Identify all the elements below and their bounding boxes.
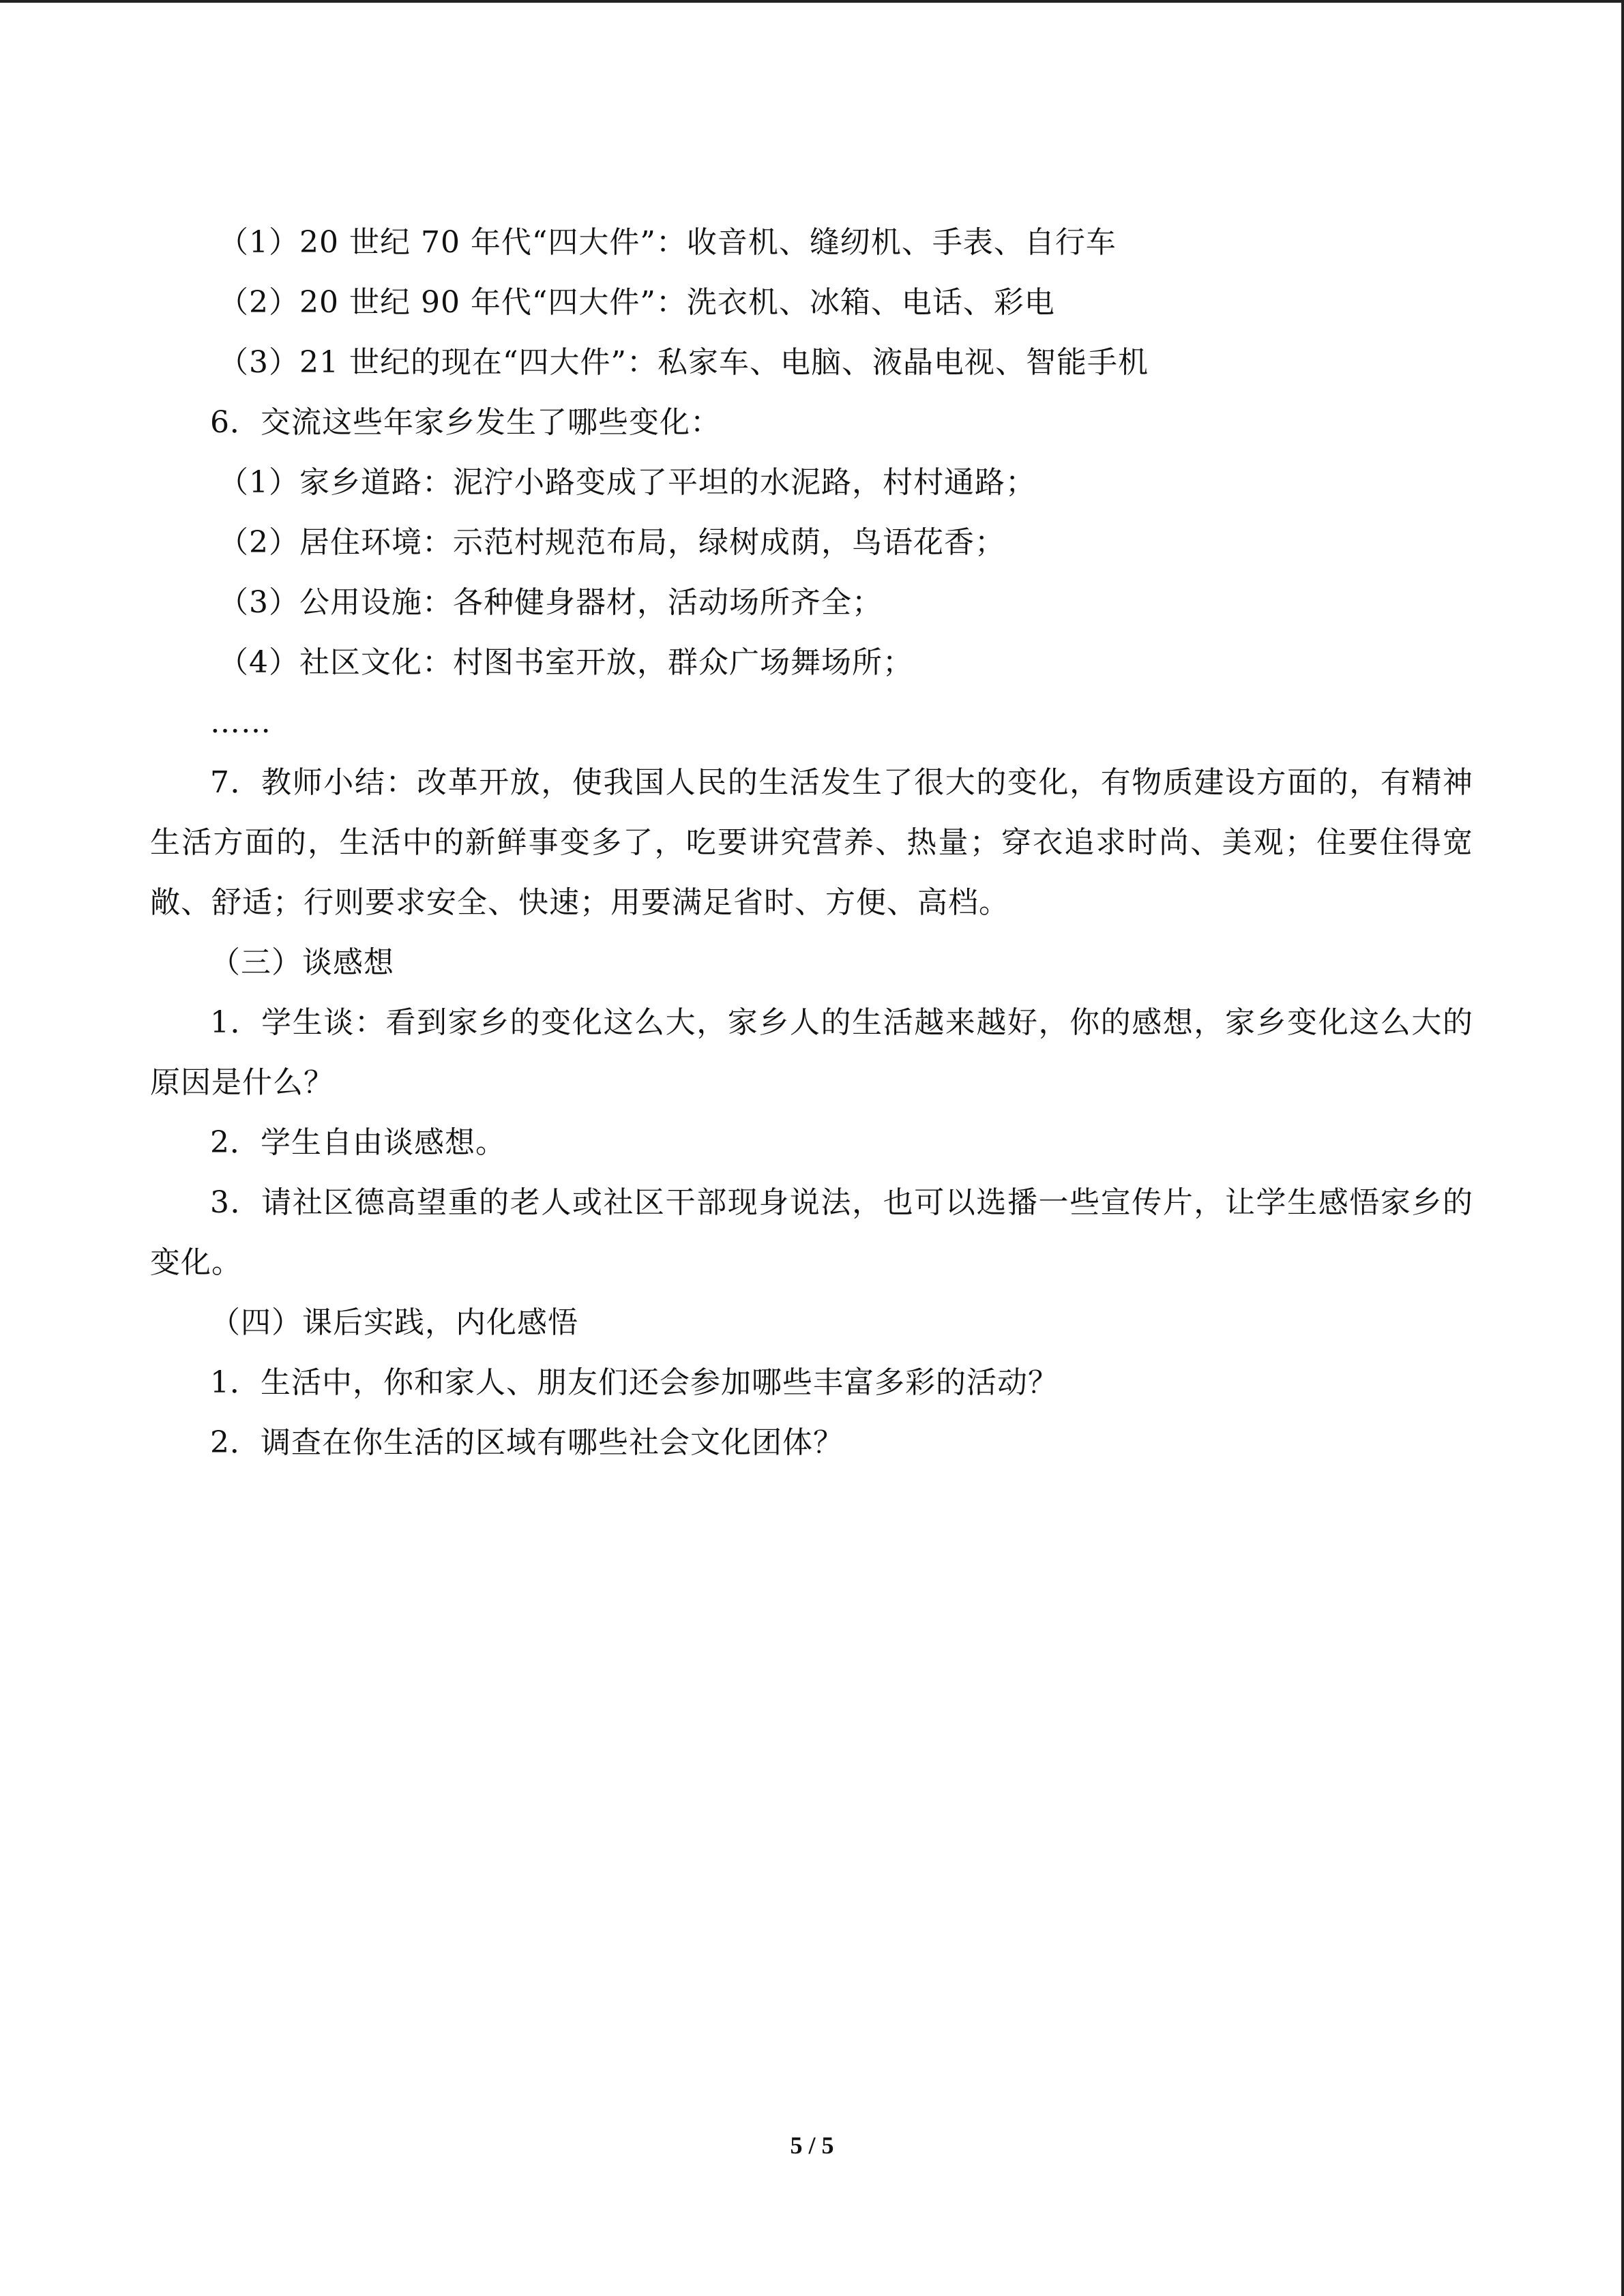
teacher-summary: 7．教师小结：改革开放，使我国人民的生活发生了很大的变化，有物质建设方面的，有精神生活方面的，生活中的新鲜事变多了，吃要讲究营养、热量；穿衣追求时尚、美观；住要住得宽敞、舒适；行则要求安全、快速；用要满足省时、方便、高档。 <box>150 765 1473 920</box>
point-6-heading: 6．交流这些年家乡发生了哪些变化： <box>210 405 721 440</box>
document-body <box>150 213 1473 1473</box>
section-4-title: （四）课后实践，内化感悟 <box>210 1305 578 1340</box>
section-3-question-1: 1．学生谈：看到家乡的变化这么大，家乡人的生活越来越好，你的感想，家乡变化这么大的原因是什么？ <box>150 1005 1473 1100</box>
section-3-question-2: 2．学生自由谈感想。 <box>210 1125 506 1160</box>
section-3-title: （三）谈感想 <box>210 945 394 980</box>
list-item-roads: （1）家乡道路：泥泞小路变成了平坦的水泥路，村村通路； <box>218 465 1036 500</box>
page-right-border <box>1621 0 1624 2296</box>
page-number: 5 / 5 <box>790 2132 834 2159</box>
page-top-border <box>0 0 1624 3</box>
list-item-70s: （1）20 世纪 70 年代“四大件”：收音机、缝纫机、手表、自行车 <box>218 225 1117 260</box>
section-4-question-1: 1．生活中，你和家人、朋友们还会参加哪些丰富多彩的活动？ <box>210 1365 1059 1400</box>
list-item-environment: （2）居住环境：示范村规范布局，绿树成荫，鸟语花香； <box>218 525 1005 560</box>
list-item-culture: （4）社区文化：村图书室开放，群众广场舞场所； <box>218 645 913 680</box>
list-item-90s: （2）20 世纪 90 年代“四大件”：洗衣机、冰箱、电话、彩电 <box>218 285 1055 320</box>
list-item-facilities: （3）公用设施：各种健身器材，活动场所齐全； <box>218 585 883 620</box>
section-4-question-2: 2．调查在你生活的区域有哪些社会文化团体？ <box>210 1425 844 1460</box>
section-3-question-3: 3．请社区德高望重的老人或社区干部现身说法，也可以选播一些宣传片，让学生感悟家乡的变化。 <box>150 1185 1473 1280</box>
list-item-21st: （3）21 世纪的现在“四大件”：私家车、电脑、液晶电视、智能手机 <box>218 345 1149 380</box>
ellipsis: …… <box>210 705 271 740</box>
